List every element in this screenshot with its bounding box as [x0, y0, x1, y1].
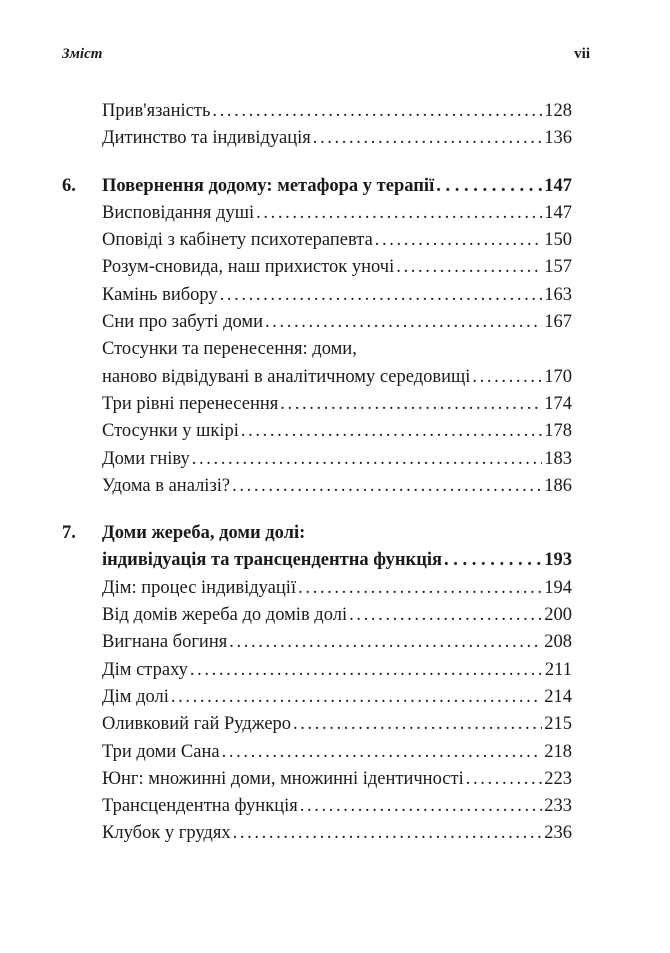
dot-leader	[280, 391, 542, 418]
toc-entry-title: Три рівні перенесення	[102, 393, 279, 414]
toc-page-number: 170	[544, 366, 572, 387]
toc-entry-title: Клубок у грудях	[102, 823, 231, 844]
dot-leader	[220, 282, 543, 309]
toc-section-entry[interactable]	[62, 820, 572, 847]
toc-page-number: 147	[544, 175, 572, 196]
toc-page-number: 167	[544, 312, 572, 333]
dot-leader	[466, 766, 543, 793]
toc-page-number: 136	[544, 128, 572, 149]
toc-section-entry[interactable]	[62, 602, 572, 629]
toc-section-entry[interactable]	[62, 391, 572, 418]
toc-entry-title: Висповідання душі	[102, 202, 255, 223]
dot-leader	[293, 711, 542, 738]
section-gap	[62, 153, 572, 173]
toc-section-entry[interactable]	[62, 446, 572, 473]
toc-chapter-entry[interactable]	[62, 173, 572, 200]
toc-entry-title: Юнг: множинні доми, множинні ідентичності	[102, 768, 464, 789]
table-of-contents	[62, 98, 572, 848]
running-title: Зміст	[62, 46, 103, 62]
dot-leader	[171, 684, 542, 711]
toc-page-number: 128	[544, 101, 572, 121]
toc-entry-title: Від домів жереба до домів долі	[102, 605, 348, 626]
toc-entry-title: Прив'язаність	[102, 101, 211, 121]
toc-section-entry[interactable]	[62, 629, 572, 656]
toc-section-entry[interactable]	[62, 98, 572, 125]
toc-page-number: 150	[544, 230, 572, 251]
dot-leader	[300, 793, 543, 820]
toc-entry-title: Дитинство та індивідуація	[102, 128, 311, 149]
toc-entry-title: Камінь вибору	[102, 284, 218, 305]
toc-page-number: 214	[544, 686, 572, 707]
toc-page-number: 218	[544, 741, 572, 762]
toc-page-number: 233	[544, 796, 572, 817]
dot-leader	[436, 173, 542, 200]
dot-leader	[444, 547, 542, 574]
toc-page-number: 186	[544, 475, 572, 496]
toc-entry-title: Стосунки та перенесення: доми,	[102, 339, 357, 360]
toc-section-entry[interactable]	[62, 418, 572, 445]
dot-leader	[265, 309, 542, 336]
toc-chapter-entry[interactable]	[62, 520, 572, 547]
toc-entry-title: Трансцендентна функція	[102, 796, 298, 817]
toc-entry-title: Стосунки у шкірі	[102, 421, 239, 442]
toc-page-number: 174	[544, 393, 572, 414]
toc-entry-title: Оливковий гай Руджеро	[102, 714, 292, 735]
dot-leader	[229, 629, 542, 656]
dot-leader	[396, 254, 542, 281]
chapter-number: 6.	[62, 175, 76, 196]
toc-page-number: 236	[544, 823, 572, 844]
toc-entry-title: Удома в аналізі?	[102, 475, 231, 496]
toc-entry-title: Сни про забуті доми	[102, 312, 264, 333]
toc-section-entry[interactable]	[62, 793, 572, 820]
dot-leader	[233, 820, 543, 847]
dot-leader	[298, 575, 542, 602]
toc-page-number: 193	[544, 550, 572, 571]
toc-page-number: 200	[544, 605, 572, 626]
toc-entry-title: Дім: процес індивідуації	[102, 577, 297, 598]
toc-page-number: 147	[544, 202, 572, 223]
toc-section-entry[interactable]	[62, 200, 572, 227]
toc-section-entry[interactable]	[62, 575, 572, 602]
toc-section-entry[interactable]	[62, 336, 572, 363]
dot-leader	[375, 227, 542, 254]
toc-entry-title: Оповіді з кабінету психотерапевта	[102, 230, 373, 251]
dot-leader	[222, 739, 543, 766]
toc-section-entry[interactable]	[62, 282, 572, 309]
toc-section-entry[interactable]	[62, 227, 572, 254]
dot-leader	[472, 364, 542, 391]
toc-section-entry[interactable]	[62, 657, 572, 684]
dot-leader	[256, 200, 542, 227]
toc-page-number: 178	[544, 421, 572, 442]
chapter-number: 7.	[62, 523, 76, 544]
dot-leader	[349, 602, 542, 629]
dot-leader	[232, 473, 542, 500]
running-header	[62, 46, 590, 68]
toc-section-entry[interactable]	[62, 125, 572, 152]
page-number: vii	[574, 46, 590, 62]
toc-section-entry[interactable]	[62, 711, 572, 738]
toc-entry-title: Три доми Сана	[102, 741, 220, 762]
dot-leader	[241, 418, 542, 445]
toc-entry-title: індивідуація та трансцендентна функція	[102, 550, 443, 571]
dot-leader	[192, 446, 543, 473]
toc-chapter-entry[interactable]	[62, 547, 572, 574]
toc-entry-title: наново відвідувані в аналітичному середовищі	[102, 366, 471, 387]
toc-page-number: 183	[544, 448, 572, 469]
toc-page-number: 163	[544, 284, 572, 305]
toc-entry-title: Дім страху	[102, 659, 188, 680]
toc-page-number: 157	[544, 257, 572, 278]
toc-page-number: 208	[544, 632, 572, 653]
toc-page-number: 211	[544, 659, 572, 680]
toc-page-number: 194	[544, 577, 572, 598]
toc-section-entry[interactable]	[62, 739, 572, 766]
toc-entry-title: Розум-сновида, наш прихисток уночі	[102, 257, 395, 278]
toc-section-entry[interactable]	[62, 254, 572, 281]
dot-leader	[212, 98, 542, 125]
toc-section-entry[interactable]	[62, 766, 572, 793]
toc-entry-title: Доми жереба, доми долі:	[102, 523, 306, 544]
toc-entry-title: Повернення додому: метафора у терапії	[102, 175, 435, 196]
toc-entry-title: Доми гніву	[102, 448, 190, 469]
toc-entry-title: Вигнана богиня	[102, 632, 228, 653]
dot-leader	[190, 657, 543, 684]
section-gap	[62, 500, 572, 520]
toc-page-number: 223	[544, 768, 572, 789]
toc-section-entry[interactable]	[62, 684, 572, 711]
toc-section-entry[interactable]	[62, 473, 572, 500]
toc-page-number: 215	[544, 714, 572, 735]
toc-entry-title: Дім долі	[102, 686, 169, 707]
toc-section-entry[interactable]	[62, 309, 572, 336]
dot-leader	[313, 125, 543, 152]
toc-section-entry[interactable]	[62, 364, 572, 391]
